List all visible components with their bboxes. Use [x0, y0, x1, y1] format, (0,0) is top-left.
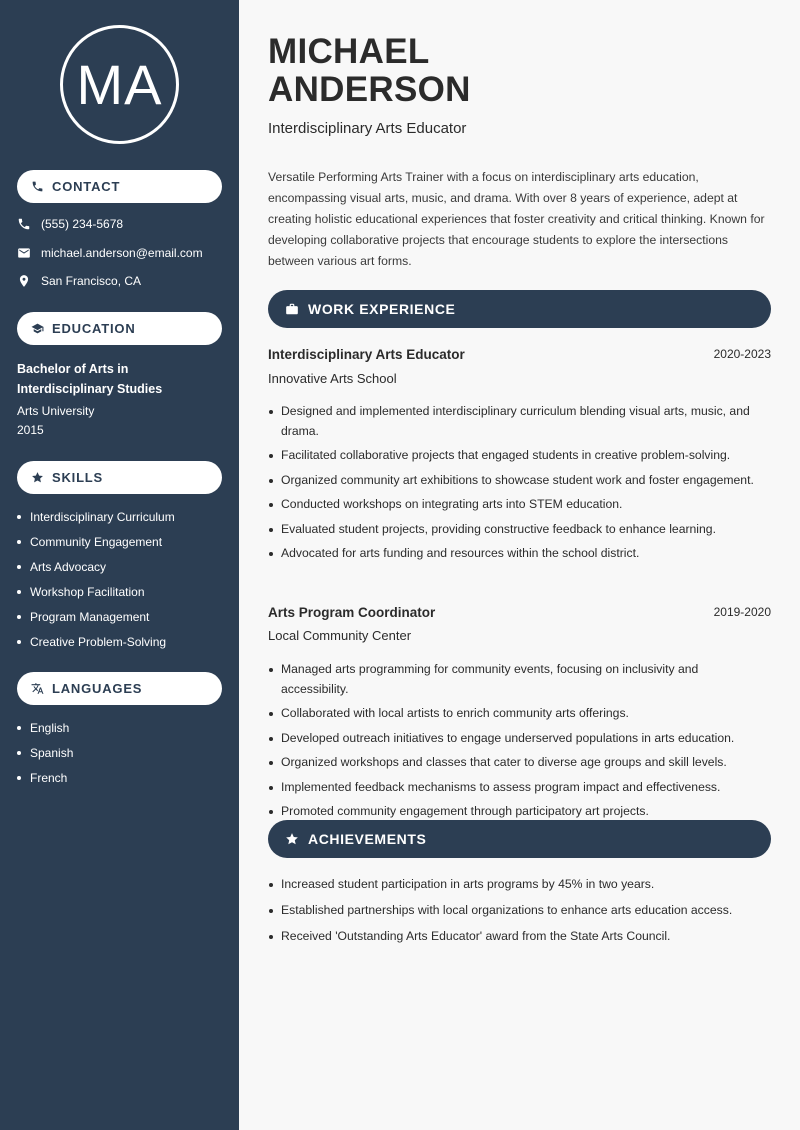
star-icon: [285, 832, 299, 846]
work-experience-label: WORK EXPERIENCE: [308, 301, 456, 317]
job-1-dates: 2020-2023: [713, 347, 771, 361]
list-item: Advocated for arts funding and resources within the school district.: [268, 544, 768, 564]
achievements-label: ACHIEVEMENTS: [308, 831, 427, 847]
candidate-name: [268, 33, 471, 109]
job-2-dates: 2019-2020: [713, 605, 771, 619]
phone-icon: [31, 180, 44, 193]
work-experience-heading: [268, 290, 771, 328]
skill-item: Arts Advocacy: [17, 554, 175, 579]
skill-item: Interdisciplinary Curriculum: [17, 504, 175, 529]
location-text: San Francisco, CA: [41, 274, 142, 288]
list-item: Increased student participation in arts programs by 45% in two years.: [268, 875, 768, 895]
contact-heading-label: CONTACT: [52, 179, 121, 194]
phone-icon: [17, 217, 31, 231]
list-item: Evaluated student projects, providing constructive feedback to enhance learning.: [268, 520, 768, 540]
education-heading-label: EDUCATION: [52, 321, 136, 336]
list-item: Conducted workshops on integrating arts into STEM education.: [268, 495, 768, 515]
sidebar: [0, 0, 239, 1130]
education-heading: [17, 312, 222, 345]
professional-summary: Versatile Performing Arts Trainer with a focus on interdisciplinary arts education, encompassing visual arts, music, and drama. With over 8 years of experience, adept at creating holistic educational experiences that foster creativity and critical thinking. Known for developing collaborative projects that encourage students to explore the intersections between various art forms.: [268, 170, 765, 268]
list-item: Facilitated collaborative projects that engaged students in creative problem-solving.: [268, 446, 768, 466]
job-2-company: Local Community Center: [268, 628, 412, 643]
translate-icon: [31, 682, 44, 695]
achievements-heading: [268, 820, 771, 858]
graduation-cap-icon: [31, 322, 44, 335]
job-title-headline: Interdisciplinary Arts Educator: [268, 120, 467, 137]
list-item: Managed arts programming for community events, focusing on inclusivity and accessibility.: [268, 660, 768, 699]
language-item: Spanish: [17, 740, 73, 765]
name-first: MICHAEL: [268, 32, 430, 71]
skill-item: Workshop Facilitation: [17, 579, 175, 604]
phone-text: (555) 234-5678: [41, 217, 124, 231]
skill-item: Creative Problem-Solving: [17, 629, 175, 654]
location-pin-icon: [17, 274, 31, 288]
languages-heading: [17, 672, 222, 705]
achievements-list: [268, 875, 768, 953]
skill-item: Community Engagement: [17, 529, 175, 554]
skill-item: Program Management: [17, 604, 175, 629]
language-item: French: [17, 765, 73, 790]
job-2-bullets: [268, 660, 768, 827]
star-icon: [31, 471, 44, 484]
contact-email: [17, 246, 203, 260]
skills-heading-label: SKILLS: [52, 470, 104, 485]
language-item: English: [17, 715, 73, 740]
skills-list: [17, 504, 175, 654]
name-last: ANDERSON: [268, 70, 471, 109]
briefcase-icon: [285, 302, 299, 316]
email-icon: [17, 246, 31, 260]
monogram-avatar: MA: [60, 25, 179, 144]
education-year: 2015: [17, 423, 44, 437]
contact-heading: [17, 170, 222, 203]
list-item: Promoted community engagement through participatory art projects.: [268, 802, 768, 822]
job-2-title: Arts Program Coordinator: [268, 605, 436, 620]
list-item: Designed and implemented interdisciplinary curriculum blending visual arts, music, and drama.: [268, 402, 768, 441]
education-school: Arts University: [17, 404, 95, 418]
list-item: Organized community art exhibitions to showcase student work and foster engagement.: [268, 471, 768, 491]
contact-location: [17, 274, 141, 288]
contact-phone: [17, 217, 123, 231]
job-1-bullets: [268, 402, 768, 569]
languages-list: [17, 715, 73, 790]
job-1-title: Interdisciplinary Arts Educator: [268, 347, 465, 362]
job-1-company: Innovative Arts School: [268, 371, 397, 386]
list-item: Established partnerships with local organizations to enhance arts education access.: [268, 901, 768, 921]
list-item: Implemented feedback mechanisms to assess program impact and effectiveness.: [268, 778, 768, 798]
languages-heading-label: LANGUAGES: [52, 681, 143, 696]
list-item: Collaborated with local artists to enrich community arts offerings.: [268, 704, 768, 724]
list-item: Developed outreach initiatives to engage underserved populations in arts education.: [268, 729, 768, 749]
email-text: michael.anderson@email.com: [41, 246, 203, 260]
list-item: Received 'Outstanding Arts Educator' award from the State Arts Council.: [268, 927, 768, 947]
education-degree: Bachelor of Arts in Interdisciplinary Studies: [17, 362, 163, 396]
list-item: Organized workshops and classes that cater to diverse age groups and skill levels.: [268, 753, 768, 773]
skills-heading: [17, 461, 222, 494]
